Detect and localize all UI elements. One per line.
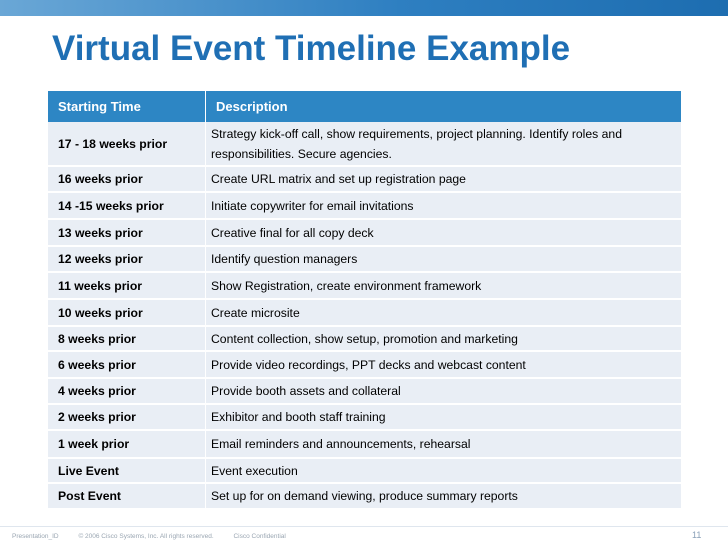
time-cell: Post Event [48, 483, 206, 509]
description-cell: Content collection, show setup, promotion and marketing [206, 326, 682, 351]
time-cell: 14 -15 weeks prior [48, 192, 206, 219]
table-row [48, 378, 682, 404]
top-color-bar [0, 0, 728, 16]
footer-presentation-id: Presentation_ID [12, 533, 59, 540]
footer-divider [0, 526, 728, 527]
page-number: 11 [692, 530, 702, 540]
description-cell: Email reminders and announcements, rehearsal [206, 430, 682, 458]
table-row [48, 351, 682, 378]
table-row [48, 404, 682, 430]
table-row [48, 272, 682, 299]
table-header-row [48, 91, 682, 122]
footer-confidential: Cisco Confidential [233, 533, 286, 540]
time-cell: 6 weeks prior [48, 351, 206, 378]
description-cell: Show Registration, create environment framework [206, 272, 682, 299]
description-cell: Provide video recordings, PPT decks and webcast content [206, 351, 682, 378]
time-cell: 4 weeks prior [48, 378, 206, 404]
description-cell: Event execution [206, 458, 682, 483]
time-cell: 16 weeks prior [48, 166, 206, 192]
time-cell: 11 weeks prior [48, 272, 206, 299]
description-cell: Create URL matrix and set up registration page [206, 166, 682, 192]
time-cell: 12 weeks prior [48, 246, 206, 272]
table-row [48, 246, 682, 272]
time-cell: 10 weeks prior [48, 299, 206, 326]
description-cell: Provide booth assets and collateral [206, 378, 682, 404]
time-cell: 8 weeks prior [48, 326, 206, 351]
table-row [48, 299, 682, 326]
time-cell: 2 weeks prior [48, 404, 206, 430]
timeline-table [47, 91, 682, 510]
description-cell: Exhibitor and booth staff training [206, 404, 682, 430]
table-row [48, 483, 682, 509]
description-cell: Set up for on demand viewing, produce summary reports [206, 483, 682, 509]
table-row [48, 122, 682, 166]
description-cell: Initiate copywriter for email invitations [206, 192, 682, 219]
time-cell: Live Event [48, 458, 206, 483]
table-row [48, 430, 682, 458]
table-row [48, 458, 682, 483]
description-cell: Creative final for all copy deck [206, 219, 682, 246]
slide-title: Virtual Event Timeline Example [52, 29, 571, 68]
header-description: Description [206, 91, 682, 122]
time-cell: 17 - 18 weeks prior [48, 122, 206, 166]
header-starting-time: Starting Time [48, 91, 206, 122]
time-cell: 1 week prior [48, 430, 206, 458]
table-row [48, 166, 682, 192]
table-row [48, 192, 682, 219]
footer [12, 533, 304, 540]
footer-copyright: © 2006 Cisco Systems, Inc. All rights reserved. [78, 533, 214, 540]
table-row [48, 219, 682, 246]
description-cell: Identify question managers [206, 246, 682, 272]
description-cell: Strategy kick-off call, show requirements, project planning. Identify roles and responsibilities. Secure agencies. [206, 122, 682, 166]
table-row [48, 326, 682, 351]
time-cell: 13 weeks prior [48, 219, 206, 246]
description-cell: Create microsite [206, 299, 682, 326]
